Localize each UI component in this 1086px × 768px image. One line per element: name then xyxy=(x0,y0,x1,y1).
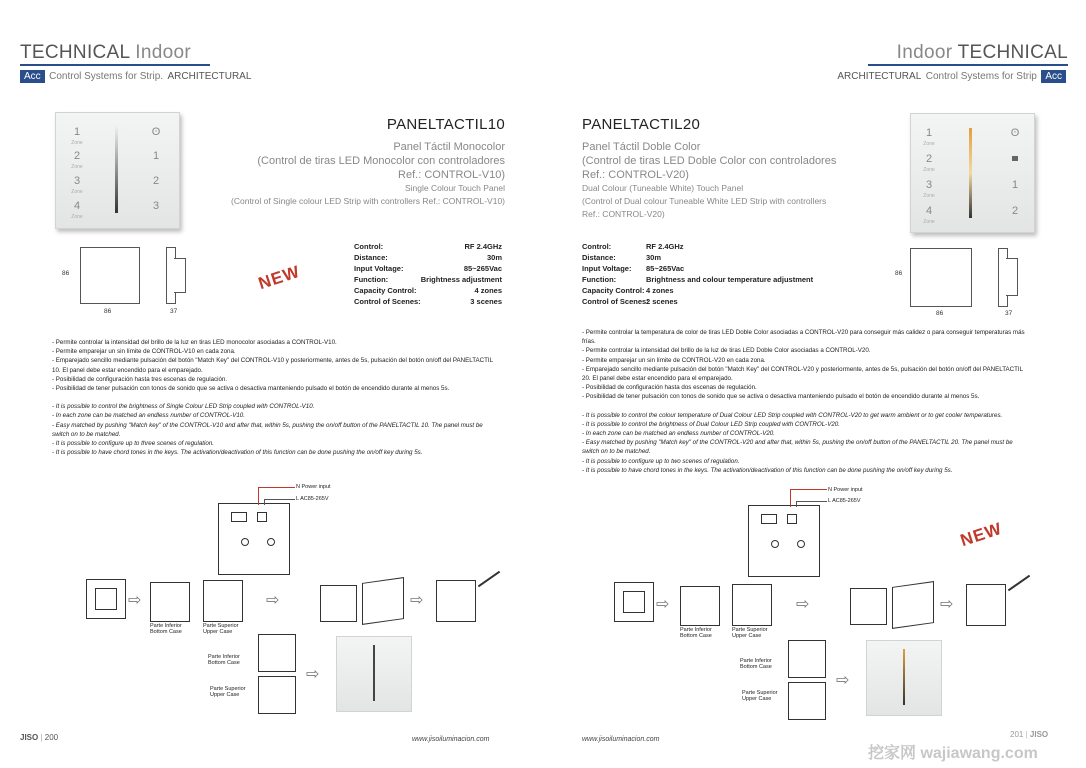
left-subtitle-b: ARCHITECTURAL xyxy=(167,71,252,82)
left-en-line: switch on to be matched. xyxy=(52,430,121,438)
right-spec-row: Capacity Control:4 zones xyxy=(582,286,674,295)
left-es-line: - Permite controlar la intensidad del brillo de la luz en tiras LED monocolor asociadas a CONTROL-V10. xyxy=(52,339,337,346)
left-terminal-block xyxy=(231,512,247,522)
right-key-2: 2 Zone xyxy=(923,153,935,173)
right-en-line: - In each zone can be matched an endless number of CONTROL-V20. xyxy=(582,430,775,438)
right-product-text xyxy=(582,116,836,221)
right-front-outline xyxy=(910,248,972,307)
left-spec-row: Control of Scenes: 3 scenes xyxy=(354,297,502,306)
right-en-line: - It is possible to have chord tones in the keys. The activation/deactivation of this function can be done pushing the on/off key during 5s. xyxy=(582,466,953,474)
left-key-1: 1 Zone xyxy=(71,126,83,146)
right-step3-upper-label: Parte Superior Upper Case xyxy=(742,690,778,702)
left-panel-photo xyxy=(55,112,180,229)
right-terminal-block-2 xyxy=(787,514,797,524)
left-product-text xyxy=(231,116,505,208)
right-step1-panel xyxy=(614,582,654,622)
left-es-line: - Posibilidad de configuración hasta tres escenas de regulación. xyxy=(52,375,228,383)
right-product-es1: Panel Táctil Doble Color xyxy=(582,141,701,153)
right-header-technical: TECHNICAL xyxy=(957,42,1068,63)
left-key-scene-2: 2 xyxy=(152,175,160,187)
left-product-en1: Single Colour Touch Panel xyxy=(404,183,505,193)
right-step3-bottom xyxy=(788,640,826,678)
right-en-line: - Easy matched by pushing "Match key" of the CONTROL-V20 and after that, within 5s, pushing the on/off button of the PANELTACTIL 20. The panel must be xyxy=(582,439,1013,447)
left-step1-inner xyxy=(95,588,117,610)
right-slider-bar xyxy=(969,128,972,218)
right-installed-panel xyxy=(966,584,1006,626)
left-spec-row: Control: RF 2.4GHz xyxy=(354,242,502,251)
left-spec-row: Input Voltage: 85~265Vac xyxy=(354,264,502,273)
left-header-title xyxy=(20,42,191,64)
right-spec-row: Control of Scenes:2 scenes xyxy=(582,297,678,306)
right-header-indoor: Indoor xyxy=(896,42,953,63)
footer-left: JISO | 200 xyxy=(20,733,59,742)
right-bottom-case xyxy=(680,586,720,626)
left-screw-hole xyxy=(241,538,249,546)
right-subtitle-b: ARCHITECTURAL xyxy=(837,71,922,82)
right-key-scene-1: 1 xyxy=(1011,179,1019,191)
left-upper-case xyxy=(203,580,243,622)
right-specs xyxy=(582,242,822,308)
left-product-es1: Panel Táctil Monocolor xyxy=(393,141,505,153)
right-upper-case xyxy=(732,584,772,626)
right-wire-l xyxy=(796,501,827,507)
left-description xyxy=(52,338,512,457)
left-front-outline xyxy=(80,247,140,304)
right-side-back xyxy=(1006,258,1018,296)
left-spec-row: Capacity Control: 4 zones xyxy=(354,286,502,295)
right-new-badge: NEW xyxy=(957,518,1005,551)
footer-url-right[interactable]: www.jisoiluminacion.com xyxy=(582,736,660,743)
left-final-slider xyxy=(373,645,375,701)
left-wall-box xyxy=(320,585,357,622)
right-panel-photo xyxy=(910,113,1035,233)
right-en-line: - It is possible to configure up to two scenes of regulation. xyxy=(582,457,740,465)
right-screw-hole xyxy=(771,540,779,548)
left-en-line: - It is possible to control the brightness of Single Colour LED Strip coupled with CONTROL-V10. xyxy=(52,403,315,411)
right-back-case xyxy=(748,505,820,577)
right-en-line: - It is possible to control the colour temperature of Dual Colour LED Strip coupled with CONTROL-V20 to get warm ambient or to get cooler temperatures. xyxy=(582,411,1003,419)
right-spec-row: Control: RF 2.4GHz xyxy=(582,242,684,251)
right-es-line: - Permite controlar la intensidad del brillo de la luz de tiras LED Doble Color asociadas a CONTROL-V20. xyxy=(582,347,871,355)
right-step3-bottom-label: Parte Inferior Bottom Case xyxy=(740,658,772,670)
right-es-line: - Permite controlar la temperatura de color de tiras LED Doble Color asociadas a CONTROL-V20 para conseguir más calidez o para conseguir temperaturas más xyxy=(582,329,1025,336)
left-header-technical: TECHNICAL xyxy=(20,42,130,63)
right-final-panel xyxy=(866,640,942,716)
right-bottom-label: Parte Inferior Bottom Case xyxy=(680,627,712,639)
right-key-power: ʘ xyxy=(1010,127,1020,139)
left-side-back xyxy=(174,258,186,293)
left-en-line: - Easy matched by pushing "Match key" of the CONTROL-V10 and after that, within 5s, pushing the on/off button of the PANELTACTIL 10. The panel must be xyxy=(52,421,483,429)
right-arrow-icon: ⇨ xyxy=(796,596,810,613)
right-acc-badge: Acc xyxy=(1041,70,1066,83)
left-dim-depth: 37 xyxy=(170,308,178,315)
left-step3-upper-label: Parte Superior Upper Case xyxy=(210,686,246,698)
right-arrow-icon: ⇨ xyxy=(836,672,850,689)
left-es-line: - Posibilidad de tener pulsación con tonos de sonido que se activa o desactiva manteniendo pulsado el botón de encendido durante al menos 5s. xyxy=(52,385,450,393)
left-dim-height: 86 xyxy=(62,270,70,277)
left-product-title: PANELTACTIL10 xyxy=(386,116,505,133)
left-wall-mount xyxy=(362,577,404,625)
left-installed-panel xyxy=(436,580,476,622)
footer-logo-right: JISO xyxy=(1029,730,1049,739)
footer-right: 201 | JISO xyxy=(1010,730,1049,739)
right-final-slider xyxy=(903,649,905,705)
right-key-1: 1 Zone xyxy=(923,127,935,147)
right-screwdriver-icon xyxy=(1008,575,1030,592)
left-screw-hole xyxy=(267,538,275,546)
right-dim-width: 86 xyxy=(936,310,944,317)
right-en-line: switch on to be matched. xyxy=(582,448,651,456)
left-new-badge: NEW xyxy=(255,261,303,294)
right-es-line: - Emparejado sencillo mediante pulsación del botón "Match Key" del CONTROL-V20 y posteriormente, antes de 5s, pulsación del botón on/off del PANELTACTIL xyxy=(582,365,1024,373)
left-arrow-icon: ⇨ xyxy=(306,666,320,683)
left-step3-bottom xyxy=(258,634,296,672)
left-spec-row: Distance: 30m xyxy=(354,253,502,262)
right-es-line: frías. xyxy=(582,338,596,346)
right-product-en3: Ref.: CONTROL-V20) xyxy=(582,209,665,219)
left-arrow-icon: ⇨ xyxy=(266,592,280,609)
left-product-es3: Ref.: CONTROL-V10) xyxy=(398,169,505,181)
left-arrow-icon: ⇨ xyxy=(128,592,142,609)
right-es-line: - Posibilidad de tener pulsación con tonos de sonido que se activa o desactiva manteniendo pulsado el botón de encendido durante al menos 5s. xyxy=(582,393,980,401)
left-dim-width: 86 xyxy=(104,308,112,315)
right-header-subline xyxy=(837,66,1066,84)
left-voltage-label: L AC85-265V xyxy=(296,496,329,502)
left-upper-label: Parte Superior Upper Case xyxy=(203,623,239,635)
left-key-4: 4 Zone xyxy=(71,200,83,220)
left-key-scene-1: 1 xyxy=(152,150,160,162)
right-key-4: 4 Zone xyxy=(923,205,935,225)
right-voltage-label: L AC85-265V xyxy=(828,498,861,504)
left-subtitle-a: Control Systems for Strip. xyxy=(49,71,164,82)
left-key-power: ʘ xyxy=(151,126,161,138)
left-acc-badge: Acc xyxy=(20,70,45,83)
right-key-mode-icon xyxy=(1012,156,1018,161)
left-es-line: - Emparejado sencillo mediante pulsación del botón "Match Key" del CONTROL-V10 y posteriormente, antes de 5s, pulsación del botón on/off del PANELTACTIL xyxy=(52,357,494,365)
watermark: 挖家网 wajiawang.com xyxy=(868,745,1038,762)
right-power-label: N Power input xyxy=(828,487,863,493)
left-product-en2: (Control of Single colour LED Strip with controllers Ref.: CONTROL-V10) xyxy=(231,196,505,206)
left-key-2: 2 Zone xyxy=(71,150,83,170)
left-key-3: 3 Zone xyxy=(71,175,83,195)
left-step3-upper xyxy=(258,676,296,714)
footer-page-left: 200 xyxy=(44,733,59,742)
footer-url-left[interactable]: www.jisoiluminacion.com xyxy=(412,736,490,743)
right-upper-label: Parte Superior Upper Case xyxy=(732,627,768,639)
right-header-title xyxy=(897,42,1068,64)
right-dim-depth: 37 xyxy=(1005,310,1013,317)
left-wire-l xyxy=(264,499,295,505)
right-dim-height: 86 xyxy=(895,270,903,277)
right-key-3: 3 Zone xyxy=(923,179,935,199)
right-step1-inner xyxy=(623,591,645,613)
right-es-line: - Permite emparejar un sin límite de CONTROL-V20 en cada zona. xyxy=(582,356,766,364)
left-en-line: - It is possible to have chord tones in the keys. The activation/deactivation of this function can be done pushing the on/off key during 5s. xyxy=(52,449,423,457)
right-product-title: PANELTACTIL20 xyxy=(582,116,701,133)
right-key-scene-2: 2 xyxy=(1011,205,1019,217)
left-key-scene-3: 3 xyxy=(152,200,160,212)
right-wall-box xyxy=(850,588,887,625)
right-product-es3: Ref.: CONTROL-V20) xyxy=(582,169,689,181)
left-back-case xyxy=(218,503,290,575)
right-spec-row: Input Voltage: 85~265Vac xyxy=(582,264,685,273)
left-step3-bottom-label: Parte Inferior Bottom Case xyxy=(208,654,240,666)
right-es-line: - Posibilidad de configuración hasta dos escenas de regulación. xyxy=(582,384,757,392)
left-en-line: - In each zone can be matched an endless number of CONTROL-V10. xyxy=(52,412,245,420)
left-power-label: N Power input xyxy=(296,484,331,490)
left-specs xyxy=(354,242,502,308)
left-step1-panel xyxy=(86,579,126,619)
left-slider-bar xyxy=(115,127,118,213)
footer-logo: JISO xyxy=(20,733,39,742)
left-es-line: 10. El panel debe estar encendido para el emparejado. xyxy=(52,366,203,374)
footer-page-right: 201 xyxy=(1010,730,1024,739)
left-arrow-icon: ⇨ xyxy=(410,592,424,609)
right-product-es2: (Control de tiras LED Doble Color con controladores xyxy=(582,155,837,167)
left-bottom-case xyxy=(150,582,190,622)
right-es-line: 20. El panel debe estar encendido para el emparejado. xyxy=(582,375,733,383)
right-spec-row: Distance: 30m xyxy=(582,253,662,262)
left-spec-row: Function: Brightness adjustment xyxy=(354,275,502,284)
right-wall-mount xyxy=(892,581,934,629)
left-screwdriver-icon xyxy=(478,571,500,588)
left-en-line: - It is possible to configure up to three scenes of regulation. xyxy=(52,440,214,448)
right-step3-upper xyxy=(788,682,826,720)
left-es-line: - Permite emparejar un sin límite de CONTROL-V10 en cada zona. xyxy=(52,348,236,356)
right-screw-hole xyxy=(797,540,805,548)
right-en-line: - It is possible to control the brightness of Dual Colour LED Strip coupled with CONTROL-V20. xyxy=(582,420,840,428)
right-product-en1: Dual Colour (Tuneable White) Touch Panel xyxy=(582,183,744,193)
left-final-panel xyxy=(336,636,412,712)
left-bottom-label: Parte Inferior Bottom Case xyxy=(150,623,182,635)
right-subtitle-a: Control Systems for Strip xyxy=(925,71,1037,82)
right-terminal-block xyxy=(761,514,777,524)
right-product-en2: (Control of Dual colour Tuneable White LED Strip with controllers xyxy=(582,196,827,206)
right-arrow-icon: ⇨ xyxy=(656,596,670,613)
left-product-es2: (Control de tiras LED Monocolor con controladores xyxy=(257,155,505,167)
left-terminal-block-2 xyxy=(257,512,267,522)
left-header-subline xyxy=(20,66,251,84)
right-spec-row: Function: Brightness and colour temperature adjustment xyxy=(582,275,814,284)
right-description xyxy=(582,328,1042,475)
right-arrow-icon: ⇨ xyxy=(940,596,954,613)
left-header-indoor: Indoor xyxy=(135,42,191,63)
